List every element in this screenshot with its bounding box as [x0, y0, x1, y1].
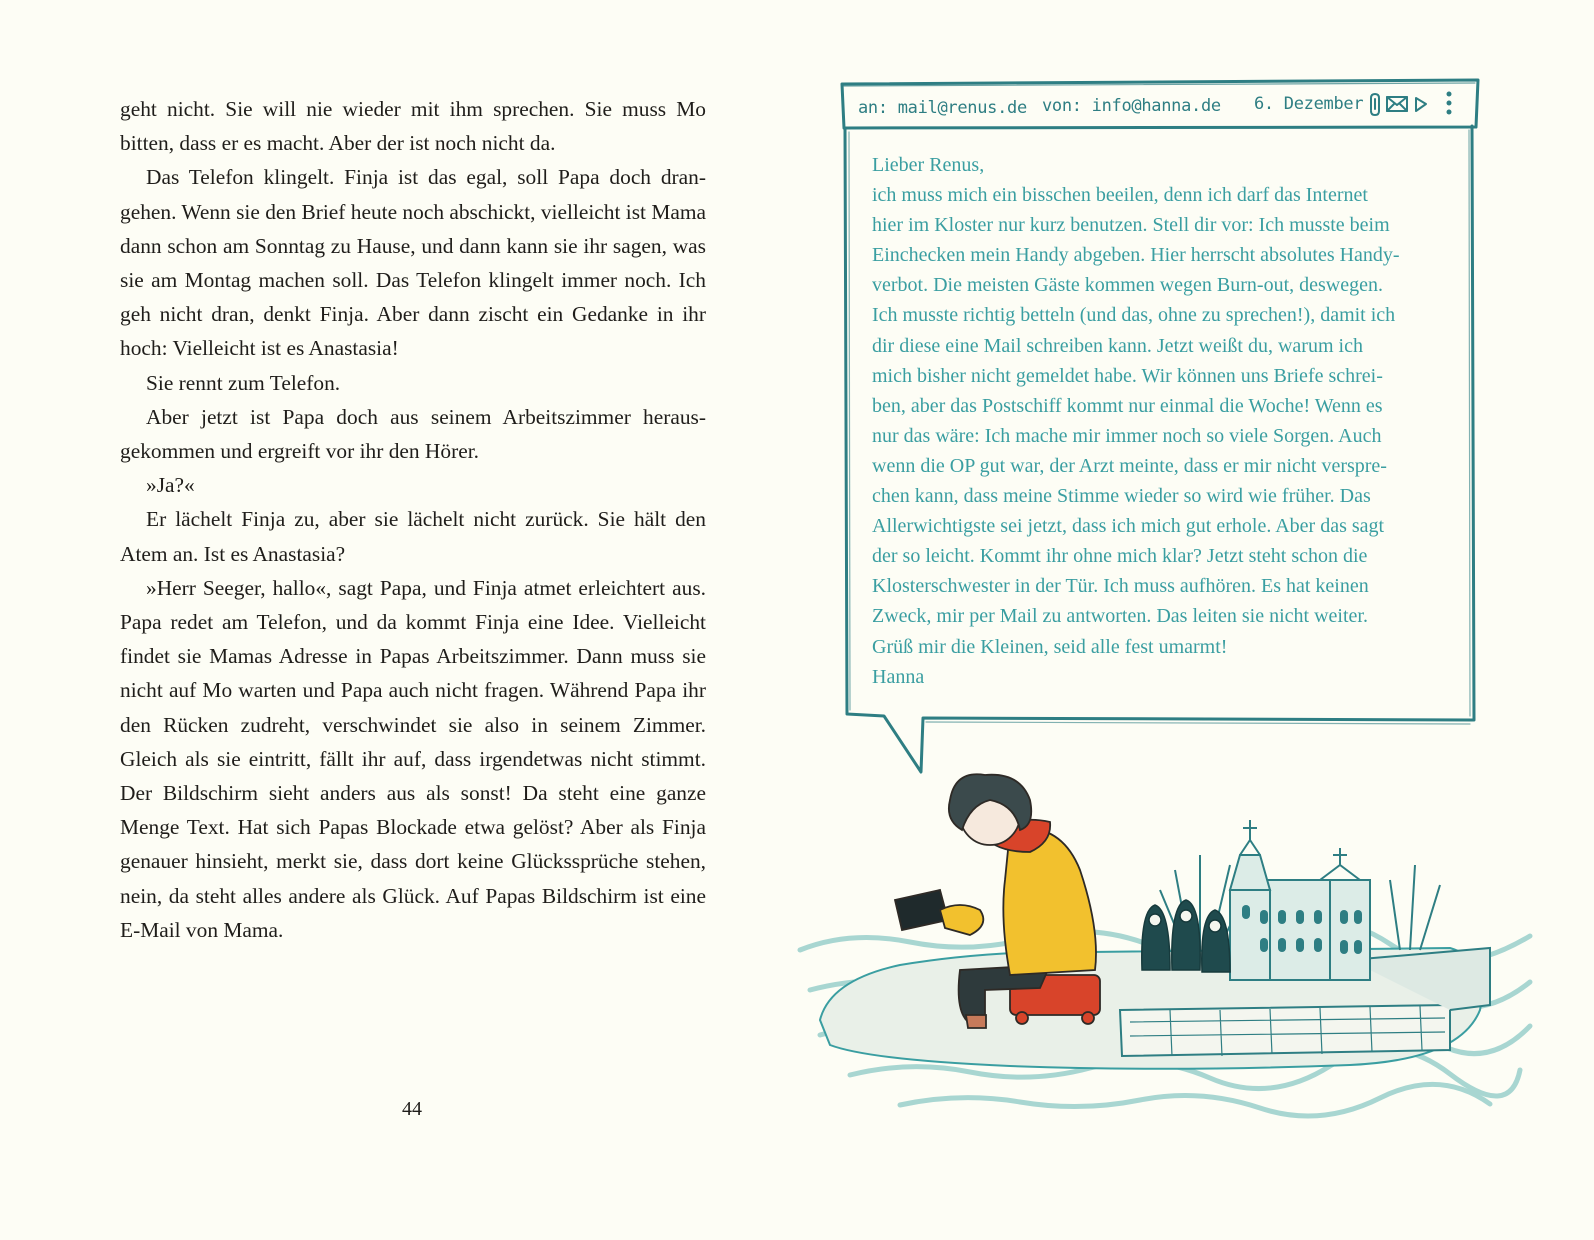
- email-line: Allerwichtigste sei jetzt, dass ich mich gut erhole. Aber das sagt: [872, 515, 1385, 538]
- island-illustration: [790, 760, 1550, 1130]
- email-line: der so leicht. Kommt ihr ohne mich klar? Jetzt steht schon die: [872, 545, 1368, 568]
- send-icon[interactable]: [1416, 98, 1426, 111]
- more-vertical-icon[interactable]: [1447, 92, 1452, 115]
- email-to[interactable]: an: mail@renus.de: [858, 98, 1027, 118]
- page-number: 44: [402, 1098, 422, 1120]
- email-line: wenn die OP gut war, der Arzt meinte, dass er mir nicht verspre-: [872, 454, 1387, 477]
- email-toolbar: [1366, 90, 1466, 120]
- email-line: Ich musste richtig betteln (und das, ohne zu sprechen!), damit ich: [872, 304, 1396, 327]
- email-line: ben, aber das Postschiff kommt nur einmal die Woche! Wenn es: [872, 394, 1383, 417]
- email-line: nur das wäre: Ich mache mir immer noch so viele Sorgen. Auch: [872, 424, 1382, 447]
- paragraph: Er lächelt Finja zu, aber sie lächelt nicht zurück. Sie hält den Atem an. Ist es Anastasia?: [120, 507, 706, 566]
- email-date: 6. Dezember: [1254, 94, 1364, 114]
- email-line: Grüß mir die Kleinen, seid alle fest umarmt!: [872, 635, 1228, 658]
- nuns: [1142, 900, 1230, 972]
- email-line: hier im Kloster nur kurz benutzen. Stell dir vor: Ich musste beim: [872, 214, 1390, 237]
- email-line: verbot. Die meisten Gäste kommen wegen Burn-out, deswegen.: [872, 274, 1383, 297]
- paragraph: Sie rennt zum Telefon.: [146, 370, 341, 395]
- email-line: Klosterschwester in der Tür. Ich muss aufhören. Es hat keinen: [872, 575, 1369, 598]
- paragraph: »Ja?«: [146, 473, 195, 498]
- paragraph: Aber jetzt ist Papa doch aus seinem Arbeitszimmer herausgekommen und ergreift vor ihr den Hörer.: [120, 404, 706, 464]
- email-body: [872, 150, 1456, 692]
- email-line: Lieber Renus,: [872, 154, 985, 176]
- email-line: dir diese eine Mail schreiben kann. Jetzt weißt du, warum ich: [872, 334, 1363, 357]
- email-line: chen kann, dass meine Stimme wieder so wird wie früher. Das: [872, 485, 1371, 508]
- monastery: [1230, 820, 1370, 980]
- email-line: Hanna: [872, 665, 925, 688]
- paragraph: geht nicht. Sie will nie wieder mit ihm sprechen. Sie muss Mo bitten, dass er es macht. Aber der ist noch nicht da.: [120, 97, 706, 156]
- paragraph: »Herr Seeger, hallo«, sagt Papa, und Finja atmet erleichtert aus. Papa redet am Telefon, und da kommt Finja eine Idee. Vielleicht findet sie Mamas Adresse in Papas Arbeitszimmer. Dann muss sie nicht auf Mo warten und Papa auch nicht fragen. Während Papa ihr den Rücken zudreht, verschwindet sie also in seinem Zimmer. Gleich als sie eintritt, fällt ihr auf, dass irgendetwas nicht stimmt. Der Bildschirm sieht anders aus als sonst! Da steht eine ganze Menge Text. Hat sich Papas Blockade etwa gelöst? Aber als Finja genauer hinsieht, merkt sie, dass dort keine Glückssprüche stehen, nein, da steht alles andere als Glück. Auf Papas Bildschirm ist eine E-Mail von Mama.: [120, 575, 706, 942]
- email-from[interactable]: von: info@hanna.de: [1042, 96, 1221, 116]
- paragraph: Das Telefon klingelt. Finja ist das egal, soll Papa doch drangehen. Wenn sie den Brief heute noch abschickt, vielleicht ist Mama dann schon am Sonntag zu Hause, und dann kann sie ihr sagen, was sie am Montag machen soll. Das Telefon klingelt immer noch. Ich geh nicht dran, denkt Finja. Aber dann zischt ein Gedanke in ihr hoch: Vielleicht ist es Anastasia!: [120, 165, 706, 361]
- email-line: Zweck, mir per Mail zu antworten. Das leiten sie nicht weiter.: [872, 605, 1368, 628]
- email-line: ich muss mich ein bisschen beeilen, denn ich darf das Internet: [872, 184, 1368, 207]
- email-line: Einchecken mein Handy abgeben. Hier herrscht absolutes Handy-: [872, 244, 1400, 267]
- paperclip-icon[interactable]: [1371, 94, 1379, 115]
- envelope-icon[interactable]: [1387, 97, 1407, 111]
- email-line: mich bisher nicht gemeldet habe. Wir können uns Briefe schrei-: [872, 364, 1383, 387]
